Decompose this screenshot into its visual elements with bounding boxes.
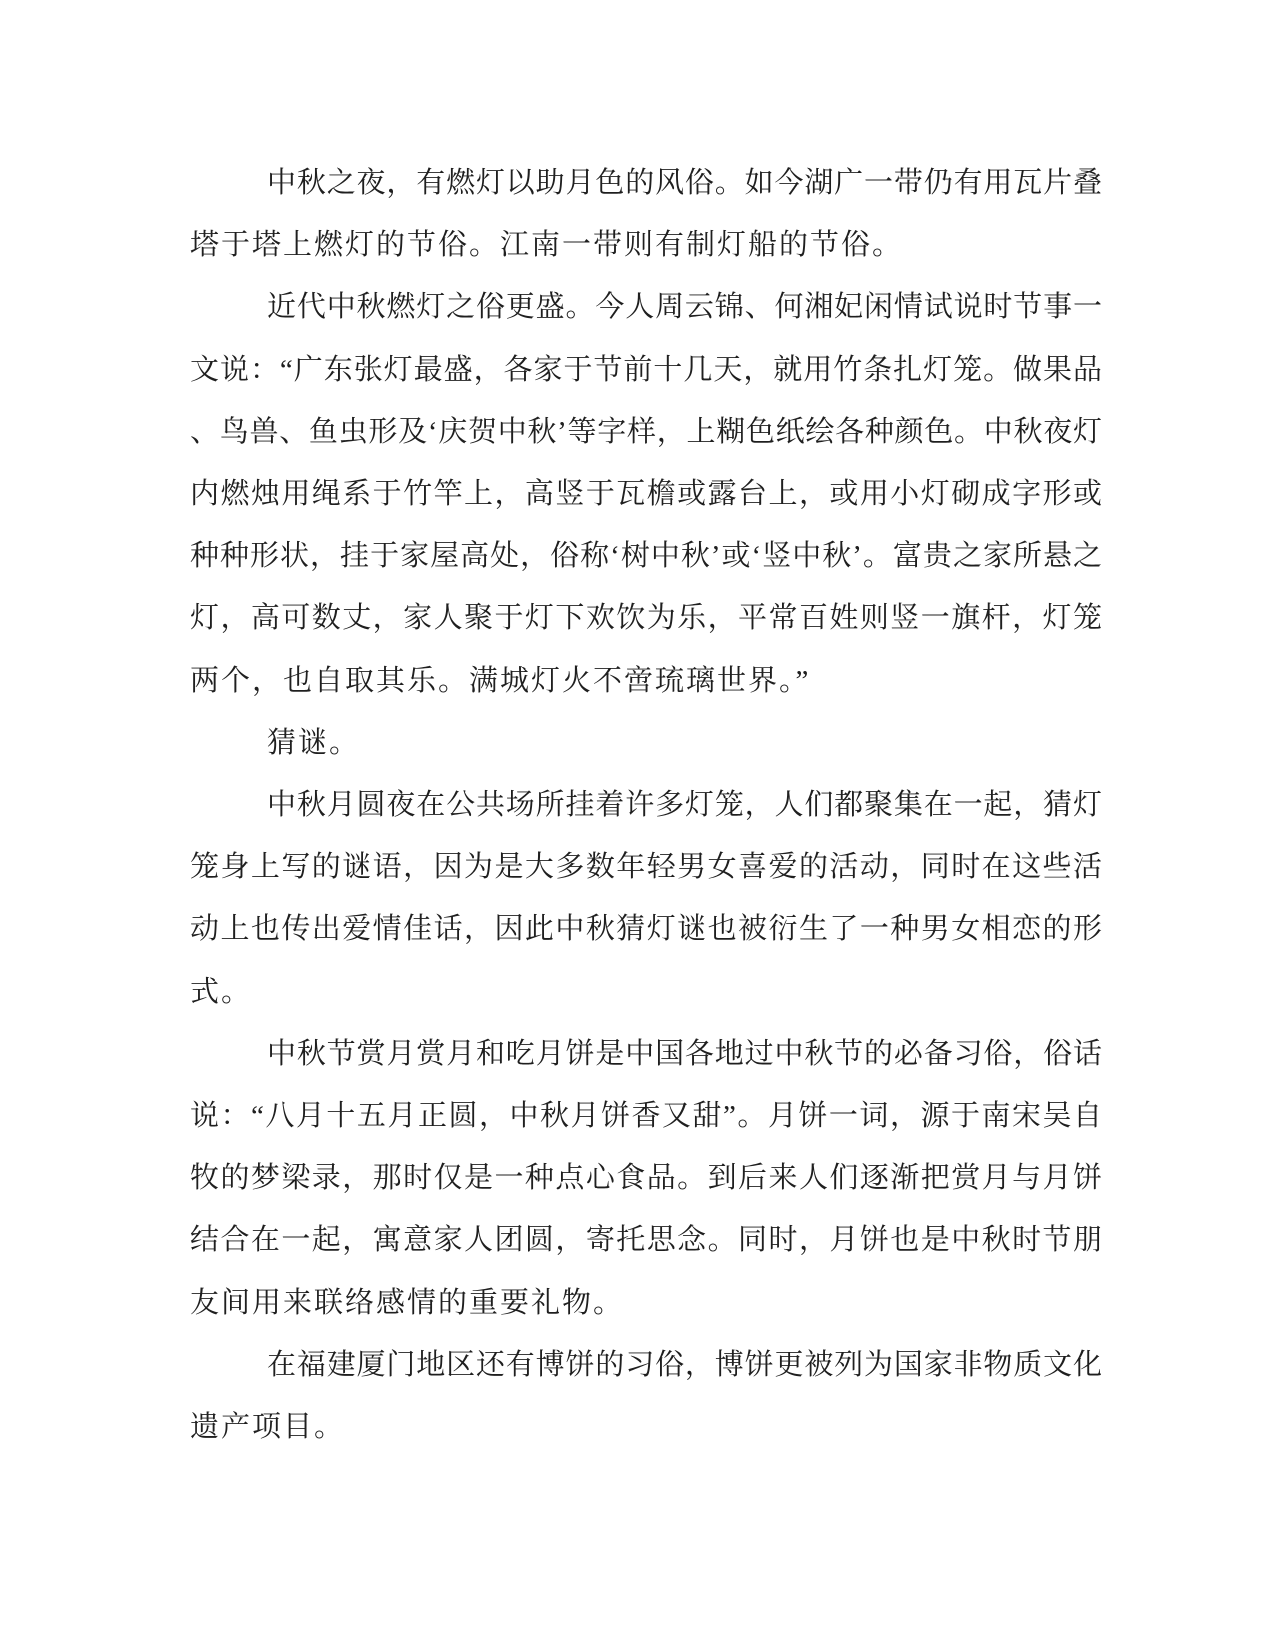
text-line: 友间用来联络感情的重要礼物。 xyxy=(190,1286,625,1319)
text-line: 遗产项目。 xyxy=(190,1411,346,1444)
text-line: 灯，高可数丈，家人聚于灯下欢饮为乐，平常百姓则竖一旗杆，灯笼 xyxy=(190,602,1102,635)
text-line: 文说：“广东张灯最盛，各家于节前十几天，就用竹条扎灯笼。做果品 xyxy=(190,353,1102,386)
paragraph xyxy=(190,774,1102,1023)
text-line: 、鸟兽、鱼虫形及‘庆贺中秋’等字样，上糊色纸绘各种颜色。中秋夜灯 xyxy=(190,415,1102,448)
paragraph xyxy=(190,152,1102,276)
text-line: 笼身上写的谜语，因为是大多数年轻男女喜爱的活动，同时在这些活 xyxy=(190,851,1102,884)
paragraph xyxy=(190,1023,1102,1334)
document-body xyxy=(190,152,1102,1458)
text-line: 内燃烛用绳系于竹竿上，高竖于瓦檐或露台上，或用小灯砌成字形或 xyxy=(190,478,1102,511)
text-line: 中秋节赏月赏月和吃月饼是中国各地过中秋节的必备习俗，俗话 xyxy=(267,1037,1102,1070)
paragraph xyxy=(190,712,1102,774)
text-line: 两个，也自取其乐。满城灯火不啻琉璃世界。” xyxy=(190,664,811,697)
paragraph xyxy=(190,1334,1102,1458)
text-line: 猜谜。 xyxy=(267,726,361,759)
text-line: 近代中秋燃灯之俗更盛。今人周云锦、何湘妃闲情试说时节事一 xyxy=(267,291,1102,324)
text-line: 中秋之夜，有燃灯以助月色的风俗。如今湖广一带仍有用瓦片叠 xyxy=(267,167,1102,199)
text-line: 中秋月圆夜在公共场所挂着许多灯笼，人们都聚集在一起，猜灯 xyxy=(267,789,1102,822)
text-line: 在福建厦门地区还有博饼的习俗，博饼更被列为国家非物质文化 xyxy=(267,1348,1102,1381)
text-line: 说：“八月十五月正圆，中秋月饼香又甜”。月饼一词，源于南宋吴自 xyxy=(190,1100,1102,1133)
text-line: 种种形状，挂于家屋高处，俗称‘树中秋’或‘竖中秋’。富贵之家所悬之 xyxy=(190,540,1102,573)
paragraph xyxy=(190,276,1102,711)
text-line: 塔于塔上燃灯的节俗。江南一带则有制灯船的节俗。 xyxy=(190,229,904,262)
text-line: 动上也传出爱情佳话，因此中秋猜灯谜也被衍生了一种男女相恋的形 xyxy=(190,913,1102,946)
text-line: 式。 xyxy=(190,975,253,1008)
text-line: 牧的梦梁录，那时仅是一种点心食品。到后来人们逐渐把赏月与月饼 xyxy=(190,1162,1102,1195)
text-line: 结合在一起，寓意家人团圆，寄托思念。同时，月饼也是中秋时节朋 xyxy=(190,1224,1102,1257)
